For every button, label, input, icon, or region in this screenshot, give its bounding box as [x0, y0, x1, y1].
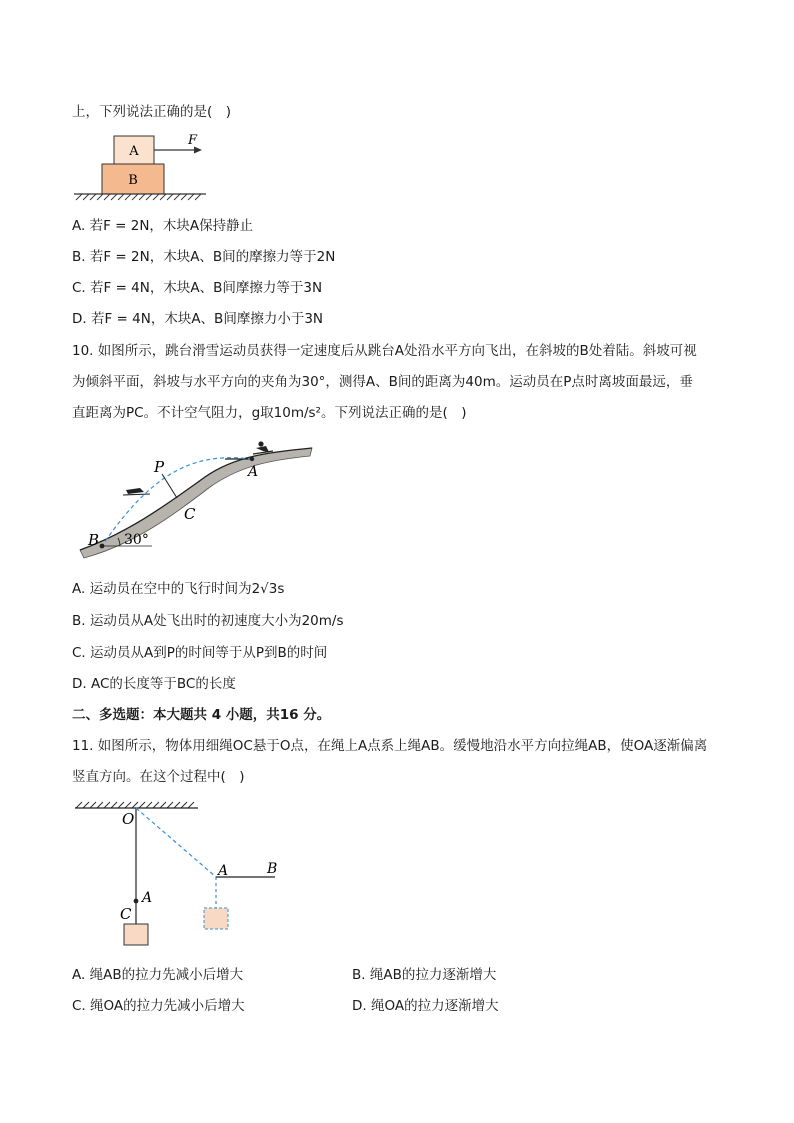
label-c: C — [184, 505, 196, 523]
q11-stem-line-1: 11. 如图所示，物体用细绳OC悬于O点，在绳上A点系上绳AB。缓慢地沿水平方向拉绳AB，使OA逐渐偏离 — [72, 738, 708, 754]
ground-hatch — [76, 194, 201, 200]
q9-option-d: D. 若F = 4N，木块A、B间摩擦力小于3N — [72, 311, 324, 327]
q9-stem-tail: 上，下列说法正确的是( ) — [72, 104, 232, 120]
q11-option-a: A. 绳AB的拉力先减小后增大 — [72, 967, 244, 983]
slope-surface — [80, 448, 312, 558]
q9-option-c: C. 若F = 4N，木块A、B间摩擦力等于3N — [72, 280, 323, 296]
label-a-displaced: A — [218, 863, 229, 879]
block-b-label: B — [128, 173, 138, 188]
label-a: A — [248, 464, 259, 480]
section-2-title: 二、多选题：本大题共 4 小题，共16 分。 — [72, 707, 331, 723]
q10-option-c: C. 运动员从A到P的时间等于从P到B的时间 — [72, 645, 328, 661]
q9-figure — [70, 128, 220, 208]
q10-option-a: A. 运动员在空中的飞行时间为2√3s — [72, 581, 285, 597]
q11-option-c: C. 绳OA的拉力先减小后增大 — [72, 998, 245, 1014]
slope-edge — [80, 448, 312, 550]
label-c: C — [120, 905, 132, 923]
skier-icon — [253, 441, 273, 454]
q11-figure — [70, 798, 290, 950]
q10-stem-line-1: 10. 如图所示，跳台滑雪运动员获得一定速度后从跳台A处沿水平方向飞出，在斜坡的B处着陆。斜坡可视 — [72, 343, 697, 359]
q9-option-b: B. 若F = 2N，木块A、B间的摩擦力等于2N — [72, 249, 336, 265]
label-o: O — [122, 810, 135, 828]
label-b: B — [267, 861, 278, 877]
label-b: B — [88, 531, 100, 549]
q10-figure — [70, 432, 320, 572]
q10-stem-line-2: 为倾斜平面，斜坡与水平方向的夹角为30°，测得A、B间的距离为40m。运动员在P点时离坡面最远，垂 — [72, 374, 693, 390]
q11-option-d: D. 绳OA的拉力逐渐增大 — [352, 998, 499, 1014]
q11-option-b: B. 绳AB的拉力逐渐增大 — [352, 967, 497, 983]
q10-option-d: D. AC的长度等于BC的长度 — [72, 676, 236, 692]
force-label: F — [188, 133, 198, 148]
q11-stem-line-2: 竖直方向。在这个过程中( ) — [72, 769, 245, 785]
rope-oa-dashed — [136, 808, 216, 877]
knot-a — [134, 899, 139, 904]
label-a-vertical: A — [142, 890, 153, 906]
displaced-mass — [204, 908, 228, 929]
point-a — [250, 457, 254, 461]
label-p: P — [154, 458, 165, 476]
q10-stem-line-3: 直距离为PC。不计空气阻力，g取10m/s²。下列说法正确的是( ) — [72, 405, 467, 421]
q9-option-a: A. 若F = 2N，木块A保持静止 — [72, 218, 254, 234]
block-a-label: A — [129, 144, 139, 159]
hanging-mass — [124, 924, 148, 945]
flying-skier-icon — [123, 488, 150, 495]
label-angle: 30° — [124, 532, 149, 548]
segment-pc — [162, 474, 177, 498]
ceiling-hatch — [76, 802, 194, 808]
q10-option-b: B. 运动员从A处飞出时的初速度大小为20m/s — [72, 613, 344, 629]
